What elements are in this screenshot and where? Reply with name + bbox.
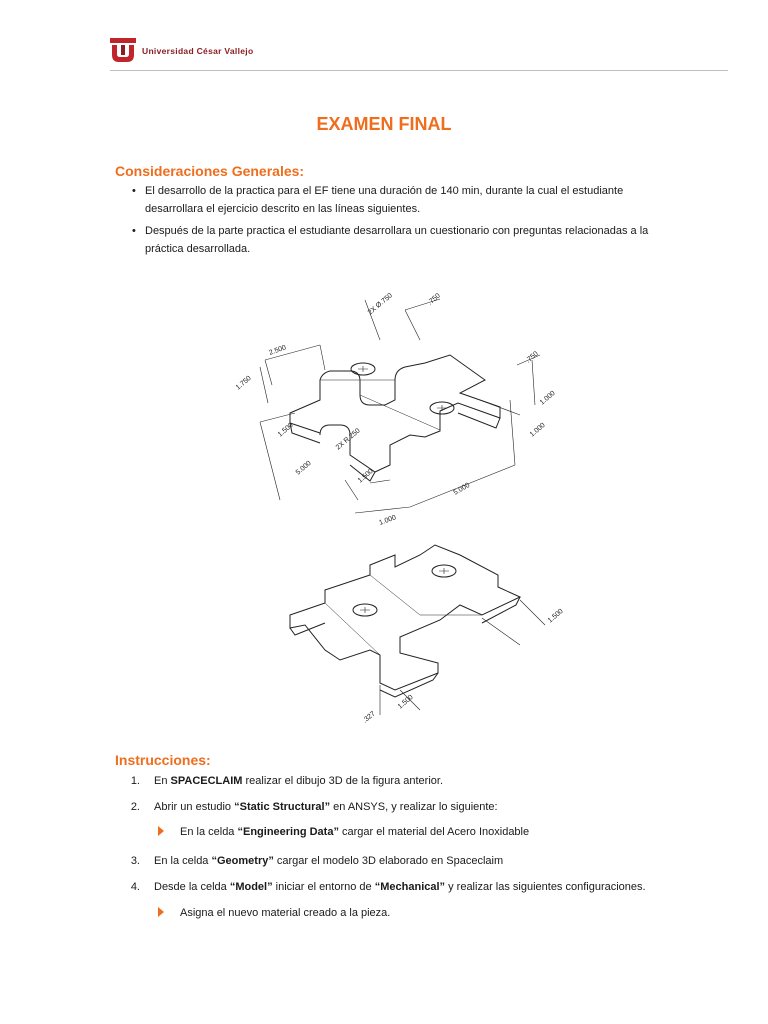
arrow-bullet-icon <box>158 826 164 836</box>
dim-label: 2.500 <box>268 344 288 357</box>
dim-label: 1.500 <box>396 693 415 711</box>
considerations-heading: Consideraciones Generales: <box>115 163 305 179</box>
dim-label: .750 <box>426 292 442 307</box>
dim-label: 5.000 <box>452 481 472 497</box>
page-header <box>110 38 728 71</box>
list-item: 3. En la celda “Geometry” cargar el modelo 3D elaborado en Spaceclaim <box>130 855 504 867</box>
dim-label: .327 <box>361 710 377 725</box>
technical-drawing <box>220 285 565 735</box>
dim-label: 5.000 <box>294 459 313 477</box>
dim-label: 1.500 <box>546 607 565 625</box>
dim-label: 1.500 <box>276 421 295 439</box>
dim-label: .750 <box>524 350 540 365</box>
instructions-heading: Instrucciones: <box>115 752 211 768</box>
part-top-view <box>290 355 500 481</box>
university-name: Universidad César Vallejo <box>142 46 254 56</box>
page-title: EXAMEN FINAL <box>316 114 452 134</box>
university-logo <box>110 38 136 62</box>
list-item: Asigna el nuevo material creado a la pieza. <box>158 907 390 919</box>
dim-label: 1.500 <box>356 467 375 485</box>
dim-label: 1.000 <box>378 514 398 527</box>
dim-label: 2X R.250 <box>334 427 362 452</box>
list-item: 4. Desde la celda “Model” iniciar el entorno de “Mechanical” y realizar las siguientes configuraciones. <box>130 881 646 893</box>
list-item: • Después de la parte practica el estudiante desarrollara un cuestionario con preguntas relacionadas a la práctica desarrollada. <box>120 223 680 258</box>
dim-label: 1.000 <box>528 421 547 439</box>
dim-label: 2X Ø.750 <box>366 292 394 317</box>
dim-label: 1.000 <box>538 389 557 407</box>
considerations-list <box>120 183 680 263</box>
arrow-bullet-icon <box>158 907 164 917</box>
list-item: 2. Abrir un estudio “Static Structural” en ANSYS, y realizar lo siguiente: <box>130 801 498 813</box>
dim-label: 1.750 <box>234 374 253 392</box>
list-item: • El desarrollo de la practica para el EF tiene una duración de 140 min, durante la cual el estudiante desarrollara el ejercicio descrito en las líneas siguientes. <box>120 183 680 218</box>
part-bottom-view <box>290 545 520 697</box>
list-item: 1. En SPACECLAIM realizar el dibujo 3D de la figura anterior. <box>130 775 443 787</box>
list-item: En la celda “Engineering Data” cargar el material del Acero Inoxidable <box>158 826 529 838</box>
